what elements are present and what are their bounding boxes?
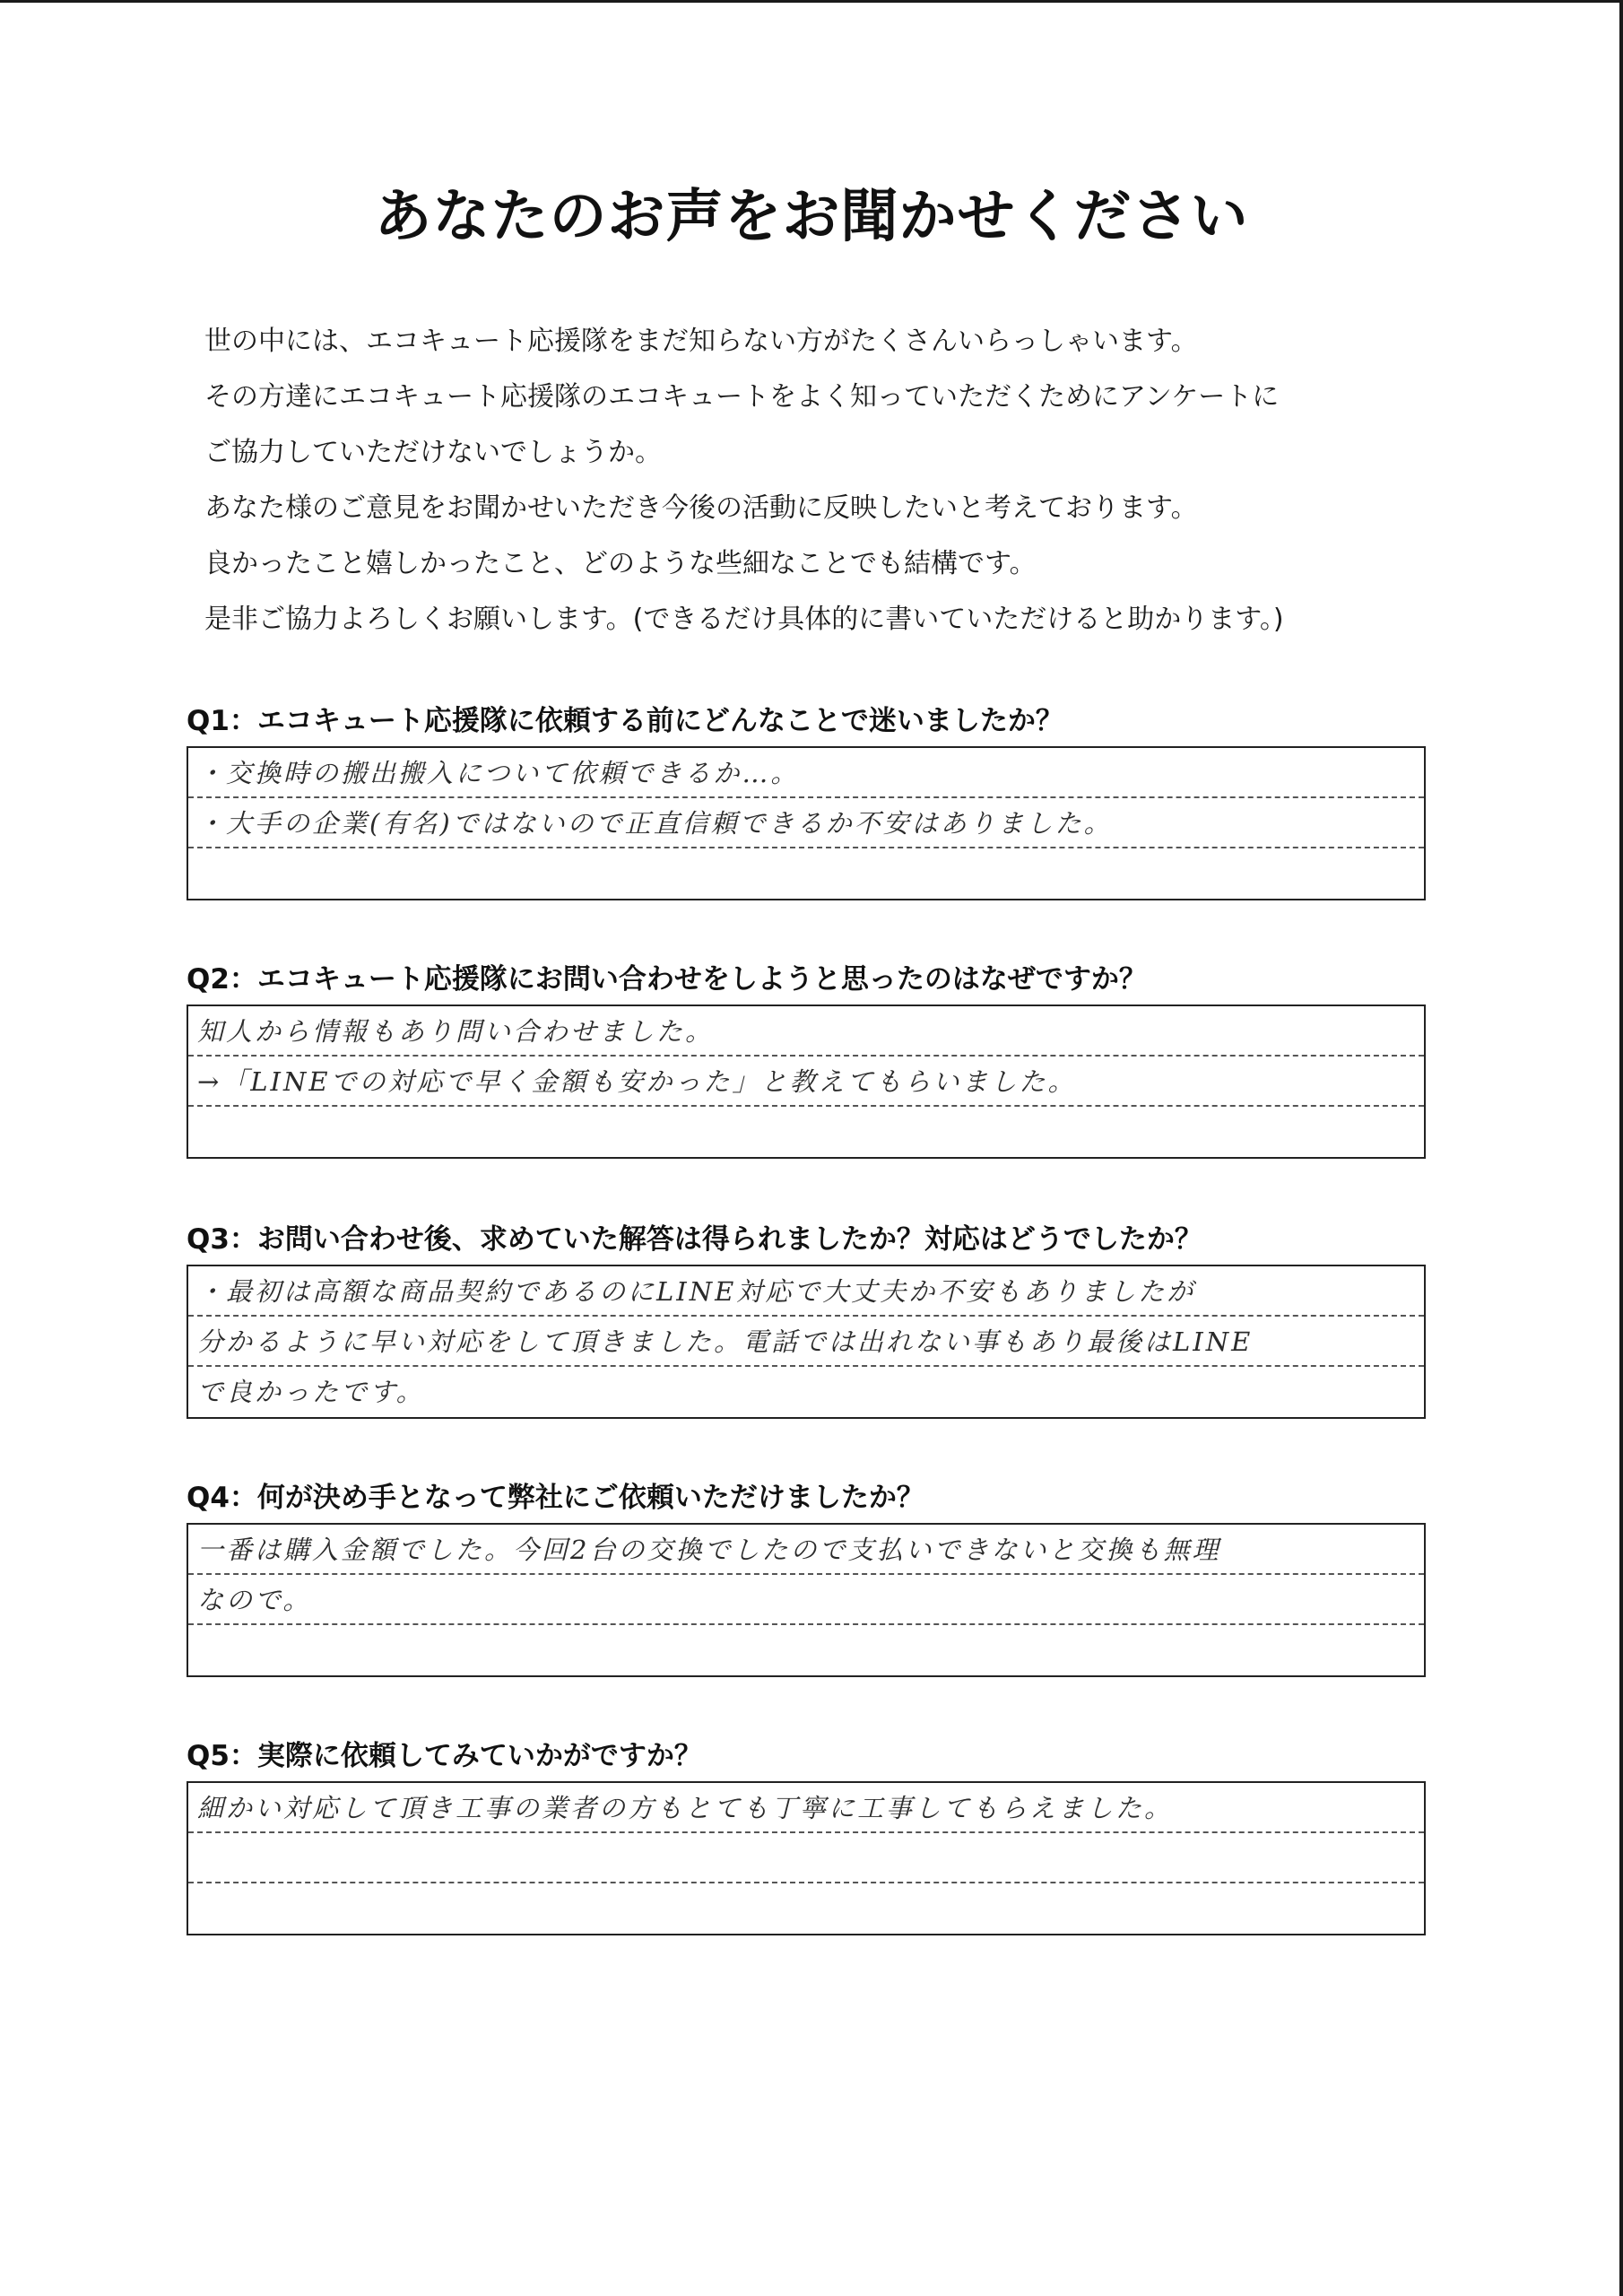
answer-line — [188, 1107, 1424, 1157]
answer-line: 分かるように早い対応をして頂きました。電話では出れない事もあり最後はLINE — [188, 1317, 1424, 1367]
page-edge-top — [0, 0, 1623, 3]
answer-box — [187, 1265, 1426, 1419]
answer-box — [187, 1781, 1426, 1935]
intro-line: ご協力していただけないでしょうか。 — [204, 437, 662, 468]
intro-text — [204, 314, 1460, 648]
answer-line: ・大手の企業(有名)ではないので正直信頼できるか不安はありました。 — [188, 798, 1424, 848]
intro-line: 世の中には、エコキュート応援隊をまだ知らない方がたくさんいらっしゃいます。 — [204, 326, 1198, 357]
page-title: あなたのお声をお聞かせください — [374, 184, 1249, 250]
question-label: Q5：実際に依頼してみていかがですか？ — [187, 1740, 702, 1772]
answer-box — [187, 1523, 1426, 1677]
answer-line: で良かったです。 — [197, 1377, 425, 1407]
answer-box — [187, 746, 1426, 900]
question-4 — [187, 1476, 1424, 1677]
answer-line: ・最初は高額な商品契約であるのにLINE対応で大丈夫か不安もありましたが — [188, 1266, 1424, 1317]
answer-line — [188, 1625, 1424, 1675]
question-label: Q4：何が決め手となって弊社にご依頼いただけましたか？ — [187, 1482, 924, 1514]
answer-line — [188, 1883, 1424, 1934]
answer-line: →「LINEでの対応で早く金額も安かった」と教えてもらいました。 — [188, 1057, 1424, 1107]
answer-line: 知人から情報もあり問い合わせました。 — [188, 1006, 1424, 1057]
question-label: Q2：エコキュート応援隊にお問い合わせをしようと思ったのはなぜですか？ — [187, 963, 1147, 996]
page-edge-right — [1619, 0, 1623, 2296]
intro-line: その方達にエコキュート応援隊のエコキュートをよく知っていただくためにアンケートに — [204, 381, 1280, 413]
answer-line — [188, 1833, 1424, 1883]
answer-box — [187, 1004, 1426, 1159]
question-label: Q1：エコキュート応援隊に依頼する前にどんなことで迷いましたか？ — [187, 705, 1063, 737]
answer-line: 一番は購入金額でした。今回2台の交換でしたので支払いできないと交換も無理 — [188, 1525, 1424, 1575]
intro-line: 良かったこと嬉しかったこと、どのような些細なことでも結構です。 — [204, 548, 1037, 579]
question-5 — [187, 1735, 1424, 1935]
question-2 — [187, 958, 1424, 1159]
answer-line: 細かい対応して頂き工事の業者の方もとても丁寧に工事してもらえました。 — [188, 1783, 1424, 1833]
question-1 — [187, 700, 1424, 900]
answer-line — [188, 848, 1424, 899]
answer-line: ・交換時の搬出搬入について依頼できるか…。 — [188, 748, 1424, 798]
question-3 — [187, 1218, 1424, 1419]
question-label: Q3：お問い合わせ後、求めていた解答は得られましたか？対応はどうでしたか？ — [187, 1223, 1202, 1256]
intro-line: 是非ご協力よろしくお願いします。(できるだけ具体的に書いていただけると助かります。) — [204, 604, 1284, 635]
answer-line: なので。 — [188, 1575, 1424, 1625]
intro-line: あなた様のご意見をお聞かせいただき今後の活動に反映したいと考えております。 — [204, 492, 1198, 524]
